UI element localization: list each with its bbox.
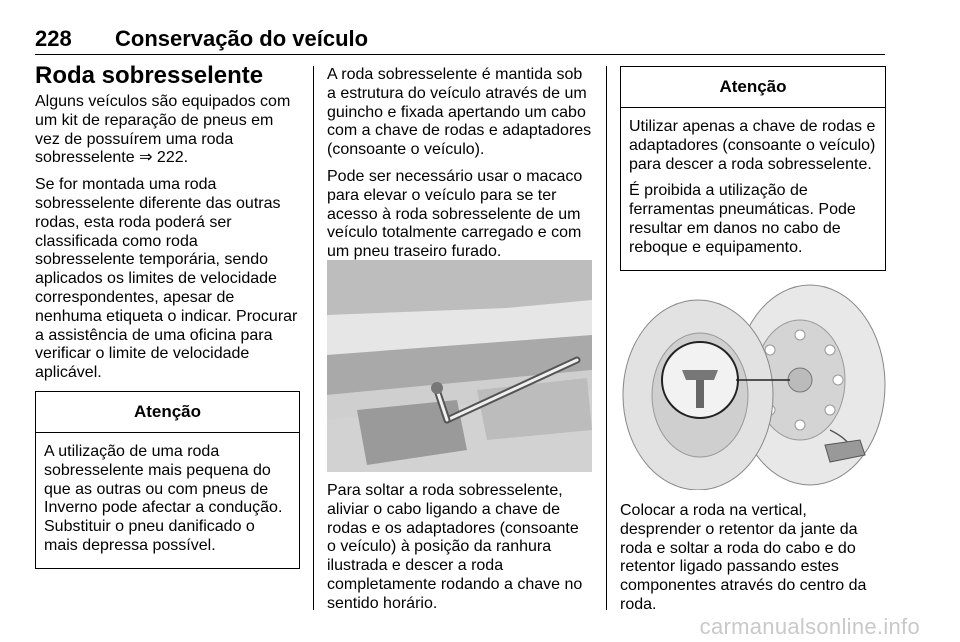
warning-text: A utilização de uma roda sobresselente mais pequena do que as outras ou com pneus de Inverno pode afectar a condução. Substituir o pneu danificado o mais depressa possível.	[44, 442, 283, 554]
column-2-lower	[327, 482, 592, 622]
warning-text: É proibida a utilização de ferramentas pneumáticas. Pode resultar em danos no cabo de reboque e equipamento.	[629, 182, 856, 256]
paragraph: Pode ser necessário usar o macaco para elevar o veículo para se ter acesso à roda sobresselente de um veículo totalmente carregado e com um pneu traseiro furado.	[327, 167, 583, 261]
paragraph: A roda sobresselente é mantida sob a estrutura do veículo através de um guincho e fixada apertando um cabo com a chave de rodas e adaptadores (consoante o veículo).	[327, 66, 592, 159]
paragraph: Colocar a roda na vertical, desprender o retentor da jante da roda e soltar a roda do cabo e do retentor ligado passando estes componentes através do centro da roda.	[620, 502, 867, 613]
column-2	[327, 66, 592, 270]
warning-text: Utilizar apenas a chave de rodas e adaptadores (consoante o veículo) para descer a roda sobresselente.	[629, 118, 876, 173]
column-divider-2	[606, 66, 607, 610]
page-number: 228	[35, 26, 72, 51]
paragraph: Alguns veículos são equipados com um kit de reparação de pneus em vez de possuírem uma roda sobresselente ⇒ 222.	[35, 93, 291, 167]
paragraph: Para soltar a roda sobresselente, aliviar o cabo ligando a chave de rodas e os adaptadores (consoante o veículo) à posição da ranhura ilustrada e descer a roda completamente rodando a chave no sentido horário.	[327, 482, 583, 612]
column-divider-1	[313, 66, 314, 610]
spare-wheel-illustration	[620, 280, 886, 490]
wheel-wrench-illustration	[327, 260, 592, 472]
page-header	[35, 24, 885, 55]
warning-heading: Atenção	[36, 392, 299, 433]
paragraph: Se for montada uma roda sobresselente diferente das outras rodas, esta roda poderá ser classificada como roda sobresselente temporária, sendo aplicados os limites de velocidade correspondentes, apesar de nenhuma etiqueta o indicar. Procurar a assistência de uma oficina para verificar o limite de velocidade aplicável.	[35, 176, 298, 382]
warning-heading: Atenção	[621, 67, 885, 108]
warning-body	[36, 433, 299, 568]
wrench-under-vehicle-icon	[327, 260, 592, 472]
spare-wheel-icon	[620, 280, 886, 490]
warning-box	[35, 391, 300, 569]
warning-box	[620, 66, 886, 271]
column-3	[620, 66, 886, 271]
watermark: carmanualsonline.info	[699, 614, 920, 639]
warning-body	[621, 108, 885, 270]
column-1	[35, 62, 300, 569]
section-title: Roda sobresselente	[35, 62, 264, 89]
column-3-lower	[620, 502, 886, 623]
chapter-title: Conservação do veículo	[115, 26, 369, 51]
